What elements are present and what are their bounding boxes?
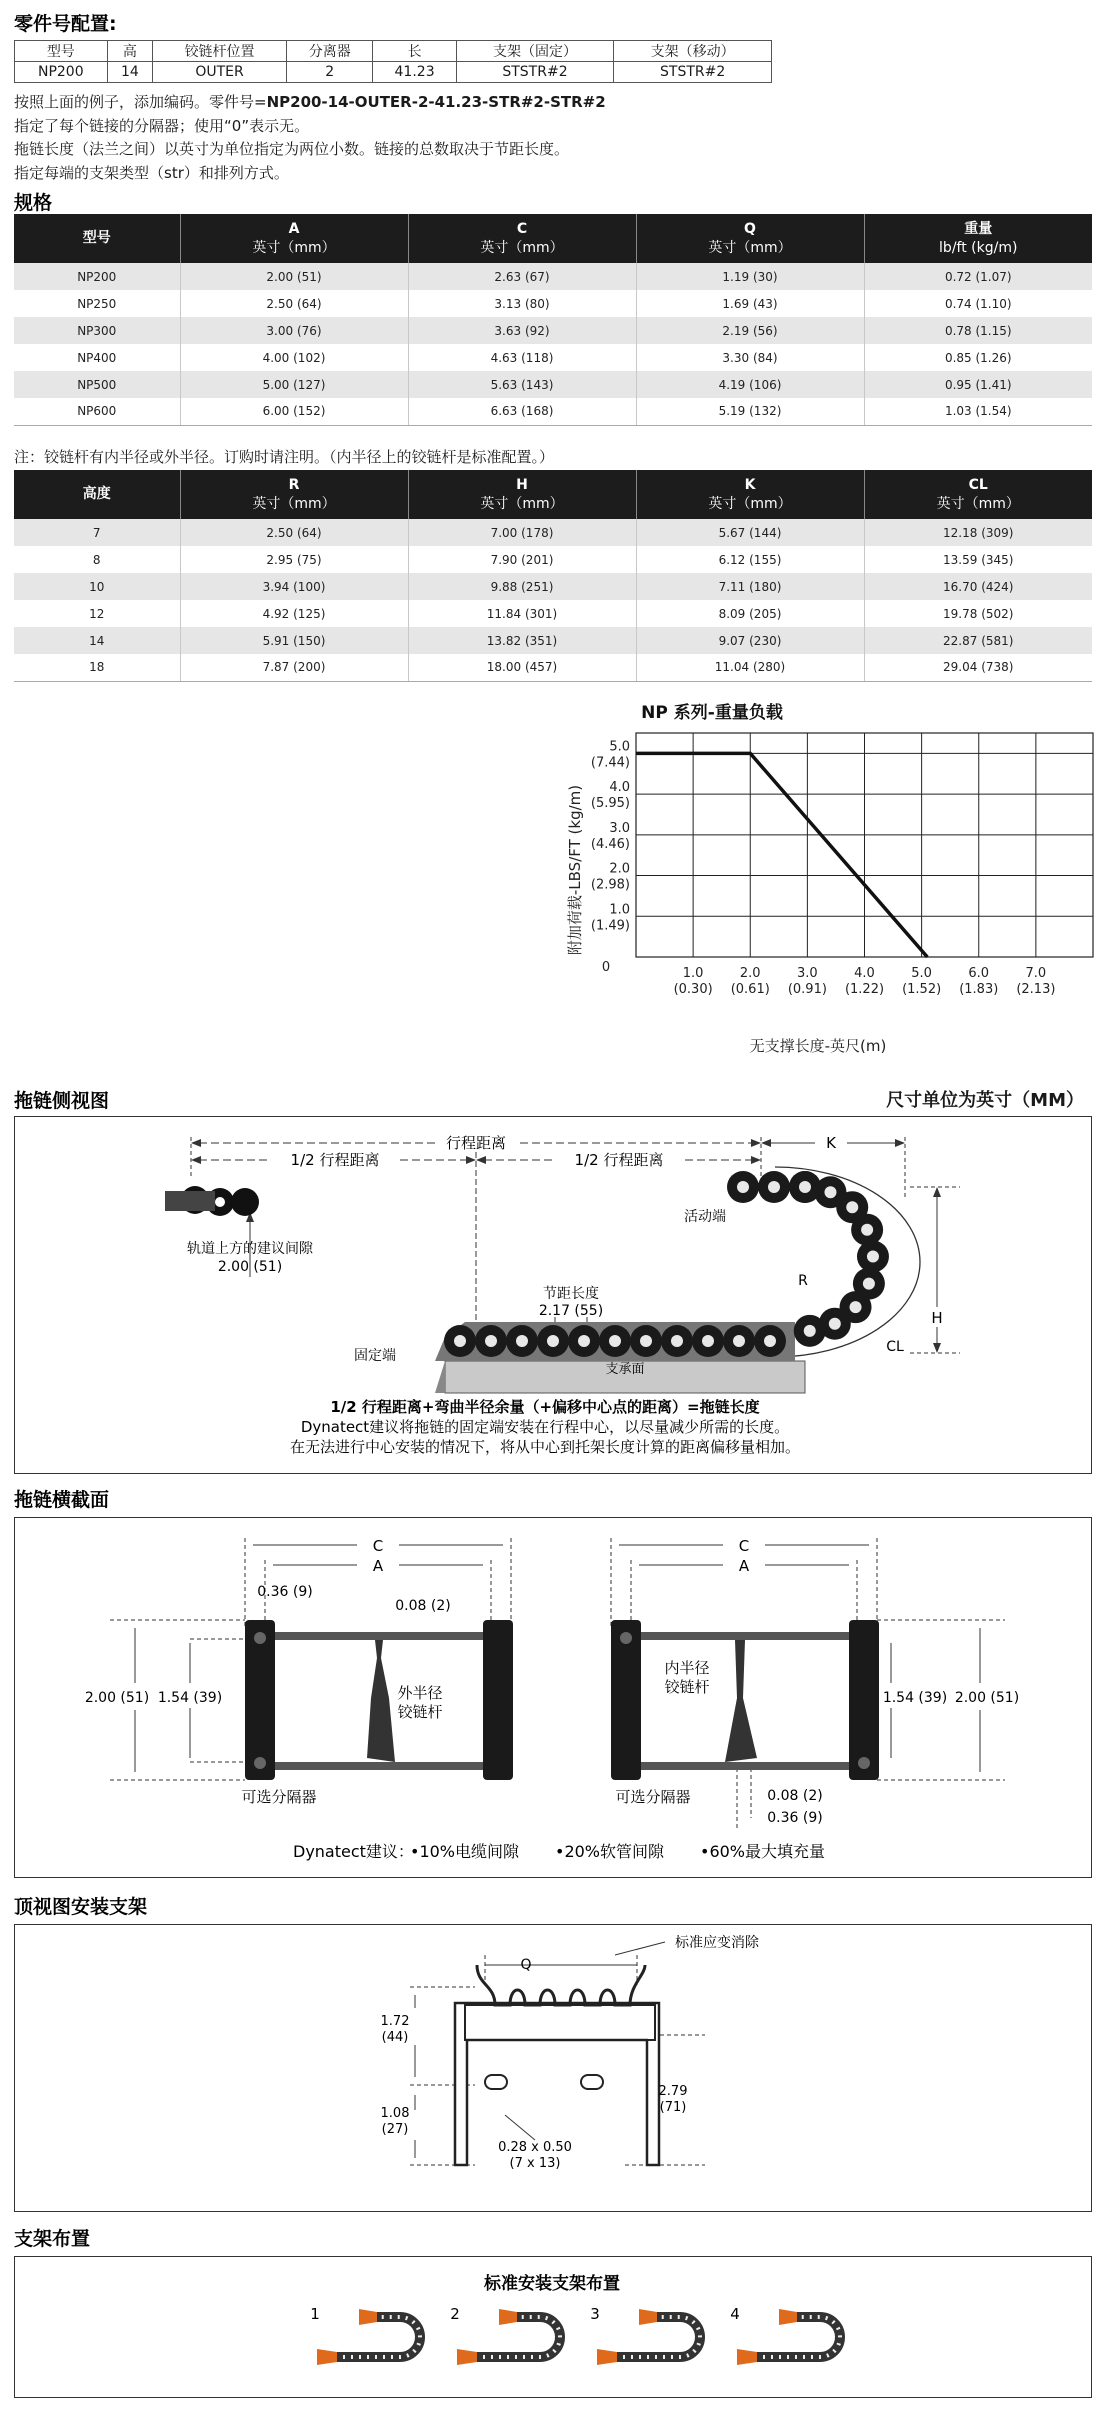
x-tick-sub: (0.61)	[730, 982, 770, 997]
part-number-value: STSTR#2	[614, 62, 772, 83]
advice-line-1: Dynatect建议将拖链的固定端安装在行程中心，以尽量减少所需的长度。	[300, 1418, 790, 1436]
spec-header-main: 高度	[82, 486, 111, 502]
spec-header-unit: 英寸（mm）	[480, 495, 564, 512]
length-formula: 1/2 行程距离+弯曲半径余量（+偏移中心点的距离）=拖链长度	[330, 1398, 760, 1416]
table-cell: 29.04 (738)	[864, 654, 1092, 681]
spec-header-main: K	[744, 476, 756, 493]
spec-header	[864, 470, 1092, 519]
part-number-value: 14	[107, 62, 152, 83]
height-outer-right: 2.00 (51)	[954, 1690, 1020, 1706]
spec-table-height	[14, 470, 1092, 682]
dim-108: 1.08	[380, 2106, 410, 2121]
table-cell: 2.50 (64)	[180, 519, 408, 546]
dim-036-right: 0.36 (9)	[767, 1810, 823, 1826]
cross-advice-2: •20%软管间隙	[555, 1842, 665, 1861]
table-row	[14, 627, 1092, 654]
spec-header-main: Q	[744, 220, 756, 237]
part-number-header: 铰链杆位置	[153, 41, 287, 62]
spec-header-unit: 英寸（mm）	[708, 495, 792, 512]
table-cell: 3.30 (84)	[636, 344, 864, 371]
table-cell: 5.00 (127)	[180, 371, 408, 398]
table-cell: 12.18 (309)	[864, 519, 1092, 546]
cross-advice-3: •60%最大填充量	[700, 1842, 826, 1861]
table-row	[14, 317, 1092, 344]
x-tick-label: 1.0	[682, 966, 704, 981]
y-tick-label: 5.0	[609, 739, 630, 755]
chain-top-left-drawing	[165, 1186, 259, 1216]
c-dim-left: C	[372, 1537, 384, 1555]
spec-header-unit: lb/ft (kg/m)	[939, 239, 1018, 256]
spec-header	[408, 470, 636, 519]
table-cell: NP500	[14, 371, 180, 398]
arrangement-drawing	[15, 2257, 1090, 2396]
part-number-header: 长	[373, 41, 456, 62]
x-tick-label: 7.0	[1025, 966, 1047, 981]
separator-label-left: 可选分隔器	[241, 1788, 317, 1806]
table-cell: 0.78 (1.15)	[864, 317, 1092, 344]
cl-label: CL	[886, 1339, 904, 1355]
table-cell: NP300	[14, 317, 180, 344]
x-tick-label: 4.0	[854, 966, 875, 981]
c-dim-right: C	[738, 1537, 750, 1555]
chain-drawing	[435, 1171, 889, 1361]
spec-table-model	[14, 214, 1092, 426]
bracket-orange-icon	[499, 2309, 517, 2325]
part-number-header: 支架（移动）	[614, 41, 772, 62]
y-tick-sub: (1.49)	[590, 918, 630, 934]
bracket-orange-icon	[317, 2349, 337, 2365]
intro-line1-prefix: 按照上面的例子，添加编码。零件号=	[14, 93, 267, 111]
table-row	[14, 600, 1092, 627]
table-cell: 6.63 (168)	[408, 398, 636, 425]
support-label: 支承面	[605, 1362, 645, 1377]
y-tick-label: 2.0	[609, 861, 630, 877]
dim-172: 1.72	[380, 2014, 410, 2029]
x-tick-sub: (1.22)	[844, 982, 885, 997]
fixed-end-label: 固定端	[354, 1348, 396, 1364]
y-tick-sub: (4.46)	[590, 836, 630, 852]
hole-dim-mm: (7 x 13)	[509, 2156, 561, 2171]
table-cell: 5.63 (143)	[408, 371, 636, 398]
cross-section-panel	[14, 1517, 1092, 1878]
arrangement-chain	[755, 2317, 840, 2357]
spec-header-main: A	[288, 220, 300, 237]
table-cell: 19.78 (502)	[943, 606, 1014, 621]
table-row	[14, 263, 1092, 290]
table-cell: 2.19 (56)	[636, 317, 864, 344]
weight-load-chart	[540, 695, 1100, 1065]
spec-header-main: R	[288, 476, 300, 493]
spec-header-main: C	[516, 220, 528, 237]
table-cell: 6.00 (152)	[180, 398, 408, 425]
table-cell: 9.88 (251)	[408, 573, 636, 600]
hole-dim: 0.28 x 0.50	[498, 2140, 572, 2155]
outer-hinge-label-1: 外半径	[397, 1684, 443, 1702]
table-row	[14, 654, 1092, 681]
a-dim-right: A	[738, 1557, 750, 1575]
part-number-header: 分离器	[287, 41, 373, 62]
y-tick-sub: (5.95)	[590, 796, 630, 812]
units-note: 尺寸单位为英寸（MM）	[886, 1090, 1084, 1111]
x-tick-sub: (0.30)	[673, 982, 713, 997]
table-cell: 1.69 (43)	[636, 290, 864, 317]
table-cell: 16.70 (424)	[864, 573, 1092, 600]
table-cell: NP250	[14, 290, 180, 317]
k-label: K	[826, 1134, 836, 1152]
table-cell: 22.87 (581)	[864, 627, 1092, 654]
spec-header	[408, 214, 636, 263]
table-cell: 2.63 (67)	[408, 263, 636, 290]
table-cell: 7	[14, 519, 180, 546]
spec-header	[636, 214, 864, 263]
table-cell: 1.19 (30)	[636, 263, 864, 290]
table-cell: 0.74 (1.10)	[944, 296, 1012, 311]
moving-end-label: 活动端	[684, 1209, 726, 1225]
spec-header-main: CL	[968, 476, 988, 493]
y-tick-label: 4.0	[609, 780, 630, 796]
bracket-orange-icon	[779, 2309, 797, 2325]
spec-header	[14, 214, 180, 263]
bracket-heading: 顶视图安装支架	[14, 1896, 148, 1918]
part-number-header: 支架（固定）	[456, 41, 614, 62]
table-cell: 18	[14, 654, 180, 681]
example-part-code: NP200-14-OUTER-2-41.23-STR#2-STR#2	[266, 93, 606, 111]
x-tick-sub: (1.52)	[902, 982, 942, 997]
table-cell: 13.82 (351)	[408, 627, 636, 654]
a-dim-left: A	[372, 1557, 384, 1575]
bracket-orange-icon	[639, 2309, 657, 2325]
height-inner-right: 1.54 (39)	[882, 1690, 948, 1706]
dim-008-left: 0.08 (2)	[395, 1598, 451, 1614]
x-tick-label: 6.0	[968, 966, 990, 981]
table-cell: 5.91 (150)	[180, 627, 408, 654]
arrangement-number: 3	[590, 2305, 600, 2323]
spec-header-main: H	[516, 476, 528, 493]
r-label: R	[798, 1273, 808, 1289]
outer-hinge-label-2: 铰链杆	[397, 1703, 443, 1721]
bracket-panel	[14, 1924, 1092, 2212]
origin-label: 0	[601, 960, 611, 975]
table-cell: 4.00 (102)	[180, 344, 408, 371]
table-cell: 5.19 (132)	[636, 398, 864, 425]
side-view-drawing	[15, 1117, 1090, 1472]
part-number-heading: 零件号配置:	[14, 13, 117, 35]
arrangement-chain	[615, 2317, 700, 2357]
advice-line-2: 在无法进行中心安装的情况下，将从中心到托架长度计算的距离偏移量相加。	[289, 1438, 801, 1456]
dim-172-mm: (44)	[381, 2030, 409, 2045]
table-cell: NP600	[14, 398, 180, 425]
bracket-orange-icon	[597, 2349, 617, 2365]
dim-279-mm: (71)	[659, 2100, 687, 2115]
part-number-value: 2	[287, 62, 373, 83]
arrangement-chain	[475, 2317, 560, 2357]
bracket-orange-icon	[359, 2309, 377, 2325]
pitch-value: 2.17 (55)	[538, 1303, 604, 1319]
part-number-value: STSTR#2	[456, 62, 614, 83]
q-label: Q	[520, 1957, 532, 1973]
table-cell: 0.95 (1.41)	[864, 371, 1092, 398]
table-cell: 8	[14, 546, 180, 573]
spec-header-unit: 英寸（mm）	[936, 495, 1020, 512]
height-inner-left: 1.54 (39)	[157, 1690, 223, 1706]
table-cell: 1.03 (1.54)	[864, 398, 1092, 425]
arrangement-number: 4	[730, 2305, 740, 2323]
spec-header	[180, 214, 408, 263]
inner-hinge-label-2: 铰链杆	[664, 1678, 710, 1696]
x-tick-sub: (1.83)	[959, 982, 999, 997]
table-cell: 3.94 (100)	[180, 573, 408, 600]
table-cell: 3.63 (92)	[408, 317, 636, 344]
separator-label-right: 可选分隔器	[615, 1788, 691, 1806]
bracket-drawing	[15, 1925, 1090, 2210]
table-row	[14, 371, 1092, 398]
inner-hinge-label-1: 内半径	[664, 1659, 710, 1677]
table-cell: 10	[14, 573, 180, 600]
part-number-value: OUTER	[153, 62, 287, 83]
table-cell: 5.67 (144)	[636, 519, 864, 546]
arrangement-panel	[14, 2256, 1092, 2398]
half-travel-right: 1/2 行程距离	[574, 1151, 664, 1169]
table-cell: 13.59 (345)	[943, 552, 1014, 567]
arrangement-title: 标准安装支架布置	[484, 2274, 620, 2294]
y-tick-sub: (2.98)	[590, 877, 630, 893]
table-cell: 7.87 (200)	[180, 654, 408, 681]
pitch-label: 节距长度	[543, 1286, 599, 1302]
table-cell: 8.09 (205)	[636, 600, 864, 627]
bracket-orange-icon	[737, 2349, 757, 2365]
dim-036-left: 0.36 (9)	[257, 1584, 313, 1600]
table-cell: 18.00 (457)	[408, 654, 636, 681]
intro-line3: 拖链长度（法兰之间）以英寸为单位指定为两位小数。链接的总数取决于节距长度。	[14, 140, 570, 158]
table-cell: NP200	[14, 263, 180, 290]
spec-header	[180, 470, 408, 519]
y-tick-sub: (7.44)	[590, 755, 630, 771]
clearance-label: 轨道上方的建议间隙	[187, 1241, 313, 1257]
spec-header-unit: 英寸（mm）	[252, 239, 336, 256]
spec-header-main: 重量	[964, 220, 993, 237]
table-cell: 4.19 (106)	[636, 371, 864, 398]
spec-header	[14, 470, 180, 519]
x-tick-sub: (0.91)	[787, 982, 827, 997]
arrangement-number: 1	[310, 2305, 320, 2323]
table-cell: 0.72 (1.07)	[864, 263, 1092, 290]
cross-section-drawing	[15, 1518, 1090, 1876]
table-cell: 12	[14, 600, 180, 627]
table-cell: 11.04 (280)	[636, 654, 864, 681]
part-number-value: 41.23	[373, 62, 456, 83]
table-cell: 3.00 (76)	[180, 317, 408, 344]
half-travel-left: 1/2 行程距离	[290, 1151, 380, 1169]
table-cell: 7.90 (201)	[408, 546, 636, 573]
table-cell: 9.07 (230)	[636, 627, 864, 654]
dim-008-right: 0.08 (2)	[767, 1788, 823, 1804]
strain-relief-label: 标准应变消除	[675, 1935, 759, 1951]
arrangement-heading: 支架布置	[14, 2228, 91, 2250]
h-label: H	[931, 1309, 943, 1327]
side-view-heading: 拖链侧视图	[14, 1090, 110, 1112]
y-tick-label: 1.0	[609, 902, 630, 918]
clearance-value: 2.00 (51)	[217, 1259, 283, 1275]
spec-header-unit: 英寸（mm）	[480, 239, 564, 256]
x-tick-label: 2.0	[739, 966, 761, 981]
x-tick-sub: (2.13)	[1016, 982, 1056, 997]
chart-x-label: 无支撑长度-英尺(m)	[749, 1037, 887, 1055]
height-outer-left: 2.00 (51)	[84, 1690, 150, 1706]
y-tick-label: 3.0	[609, 820, 630, 836]
bracket-orange-icon	[457, 2349, 477, 2365]
table-cell: 0.85 (1.26)	[944, 350, 1012, 365]
table-cell: 2.50 (64)	[180, 290, 408, 317]
spec-header-unit: 英寸（mm）	[252, 495, 336, 512]
travel-label: 行程距离	[445, 1134, 507, 1152]
table-cell: 4.92 (125)	[180, 600, 408, 627]
table-cell: 7.11 (180)	[636, 573, 864, 600]
spec-header-unit: 英寸（mm）	[708, 239, 792, 256]
table-row	[14, 573, 1092, 600]
table-cell: NP400	[14, 344, 180, 371]
table-row	[14, 290, 1092, 317]
load-line	[636, 753, 927, 957]
hinge-note: 注：铰链杆有内半径或外半径。订购时请注明。（内半径上的铰链杆是标准配置。）	[14, 448, 555, 466]
cross-section-heading: 拖链横截面	[14, 1489, 110, 1511]
intro-text	[14, 91, 606, 185]
side-view-panel	[14, 1116, 1092, 1474]
spec-header	[864, 214, 1092, 263]
part-number-header: 高	[107, 41, 152, 62]
spec-header	[636, 470, 864, 519]
table-cell: 6.12 (155)	[636, 546, 864, 573]
table-row	[14, 519, 1092, 546]
cross-advice-1: •10%电缆间隙	[410, 1842, 520, 1861]
table-row	[14, 344, 1092, 371]
part-number-value: NP200	[15, 62, 108, 83]
chart-y-label: 附加荷载-LBS/FT (kg/m)	[566, 784, 584, 956]
cross-advice-prefix: Dynatect建议：	[293, 1842, 414, 1861]
table-row	[14, 398, 1092, 425]
part-number-header: 型号	[15, 41, 108, 62]
intro-line4: 指定每端的支架类型（str）和排列方式。	[14, 163, 289, 182]
part-number-table	[14, 40, 772, 83]
table-row	[14, 546, 1092, 573]
spec-header-main: 型号	[82, 230, 111, 246]
intro-line2: 指定了每个链接的分隔器；使用“0”表示无。	[14, 116, 310, 135]
table-cell: 3.13 (80)	[408, 290, 636, 317]
table-cell: 2.95 (75)	[180, 546, 408, 573]
table-cell: 14	[14, 627, 180, 654]
x-tick-label: 3.0	[797, 966, 818, 981]
table-cell: 4.63 (118)	[408, 344, 636, 371]
x-tick-label: 5.0	[911, 966, 932, 981]
dim-108-mm: (27)	[381, 2122, 409, 2137]
arrangement-chain	[335, 2317, 420, 2357]
table-cell: 2.00 (51)	[180, 263, 408, 290]
spec-heading: 规格	[14, 192, 53, 214]
table-cell: 7.00 (178)	[408, 519, 636, 546]
dim-279: 2.79	[658, 2084, 688, 2099]
arrangement-number: 2	[450, 2305, 460, 2323]
table-cell: 11.84 (301)	[408, 600, 636, 627]
chart-title: NP 系列-重量负载	[641, 703, 783, 723]
